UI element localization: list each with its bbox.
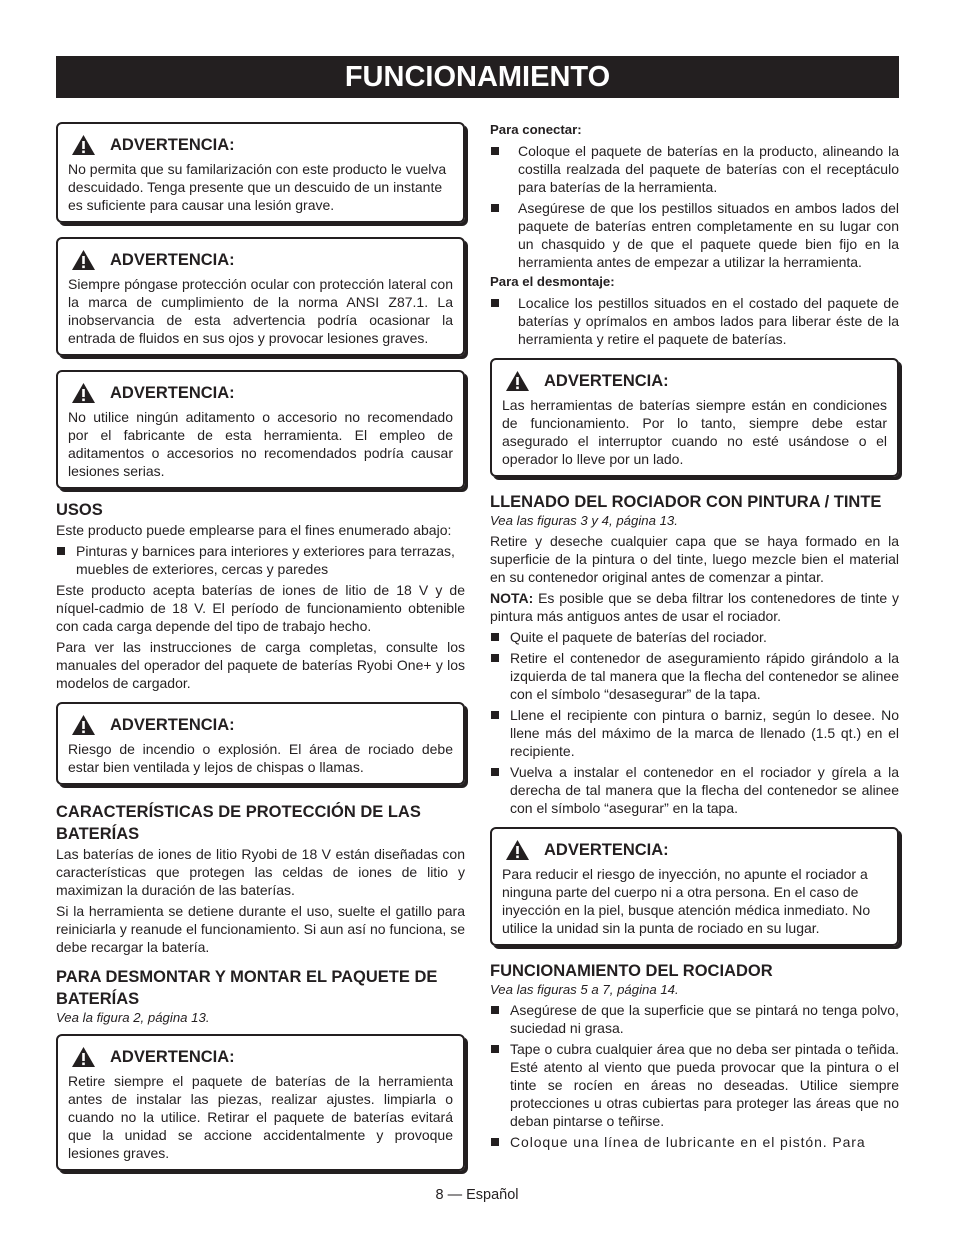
- warning-box: [490, 358, 899, 477]
- warning-text: No utilice ningún aditamento o accesorio no recomendado por el fabricante de esta herramienta. El empleo de aditamentos o accesorios no recomendados podría causar lesiones serias.: [68, 409, 453, 479]
- section-heading-desmontar: PARA DESMONTAR Y MONTAR EL PAQUETE DE BATERÍAS: [56, 968, 438, 1008]
- warning-triangle-icon: [71, 714, 96, 736]
- warning-triangle-icon: [505, 839, 530, 861]
- warning-text: Las herramientas de baterías siempre están en condiciones de funcionamiento. Por lo tanto, siempre debe estar asegurado el interruptor cuando no esté usándose o el operador lo lleve por un lado.: [502, 397, 887, 467]
- warning-title: ADVERTENCIA:: [110, 715, 235, 734]
- paragraph: Este producto acepta baterías de iones de litio de 18 V y de níquel-cadmio de 18 V. El período de funcionamiento obtenible con cada carga depende del tipo de trabajo hecho.: [56, 582, 465, 634]
- paragraph: Este producto puede emplearse para el fines enumerado abajo:: [56, 522, 452, 538]
- warning-header: [502, 366, 887, 396]
- list-item: Llene el recipiente con pintura o barniz, según lo desee. No llene más del máximo de la marca de llenado (1.5 qt.) en el recipiente.: [490, 706, 899, 760]
- bullet-list: [490, 628, 899, 817]
- subheading-desmontaje: Para el desmontaje:: [490, 274, 615, 289]
- warning-header: [502, 835, 887, 865]
- warning-header: [68, 245, 453, 275]
- warning-box: [490, 827, 899, 946]
- subheading-conectar: Para conectar:: [490, 122, 582, 137]
- warning-title: ADVERTENCIA:: [110, 250, 235, 269]
- note-paragraph: [490, 589, 899, 625]
- figure-reference: Vea las figuras 5 a 7, página 14.: [490, 982, 679, 997]
- note-label: NOTA:: [490, 590, 534, 606]
- warning-box: [56, 1034, 465, 1171]
- list-item: Retire el contenedor de aseguramiento rápido girándolo a la izquierda de tal manera que la flecha del contenedor se alinee con el símbolo “desasegurar” de la tapa.: [490, 649, 899, 703]
- list-item: Asegúrese de que los pestillos situados en ambos lados del paquete de baterías entren completamente en su lugar con un chasquido y de que el paquete quede bien fijo en la herramienta antes de empezar a utilizar la herramienta.: [490, 199, 899, 271]
- figure-reference: Vea las figuras 3 y 4, página 13.: [490, 513, 678, 528]
- warning-title: ADVERTENCIA:: [110, 135, 235, 154]
- warning-text: Riesgo de incendio o explosión. El área de rociado debe estar bien ventilada y lejos de chispas o llamas.: [68, 741, 453, 775]
- list-item: Quite el paquete de baterías del rociador.: [490, 628, 899, 646]
- warning-text: Siempre póngase protección ocular con protección lateral con la marca de cumplimiento de la norma ANSI Z87.1. La inobservancia de esta advertencia podría ocasionar la entrada de fluidos en sus ojos y provocar lesiones graves.: [68, 276, 453, 346]
- section-heading-usos: USOS: [56, 501, 103, 519]
- section-heading-llenado: LLENADO DEL ROCIADOR CON PINTURA / TINTE: [490, 493, 882, 511]
- bullet-list: [56, 542, 465, 578]
- list-item: Pinturas y barnices para interiores y exteriores para terrazas, muebles de exteriores, cercas y paredes: [56, 542, 465, 578]
- bullet-list: [490, 1001, 899, 1151]
- paragraph: Las baterías de iones de litio Ryobi de 18 V están diseñadas con características que protegen las celdas de iones de litio y maximizan la duración de las baterías.: [56, 846, 465, 898]
- list-item: Coloque el paquete de baterías en la producto, alineando la costilla realzada del paquete de baterías con el receptáculo para baterías de la herramienta.: [490, 142, 899, 196]
- list-item: Coloque una línea de lubricante en el pistón. Para: [490, 1133, 899, 1151]
- warning-box: [56, 237, 465, 356]
- warning-triangle-icon: [71, 249, 96, 271]
- warning-text: Para reducir el riesgo de inyección, no apunte el rociador a ninguna parte del cuerpo ni a otra persona. En el caso de inyección en la piel, busque atención médica inmediato. No utilice la unidad sin la punta de rociado en su lugar.: [502, 866, 871, 936]
- warning-triangle-icon: [71, 382, 96, 404]
- bullet-list: [490, 294, 899, 348]
- paragraph: Para ver las instrucciones de carga completas, consulte los manuales del operador del paquete de baterías Ryobi One+ y los modelos de cargador.: [56, 639, 465, 691]
- warning-title: ADVERTENCIA:: [544, 840, 669, 859]
- left-column: [56, 122, 465, 1185]
- warning-title: ADVERTENCIA:: [110, 383, 235, 402]
- note-text: Es posible que se deba filtrar los contenedores de tinte y pintura más antiguos antes de usar el rociador.: [490, 590, 899, 624]
- list-item: Tape o cubra cualquier área que no deba ser pintada o teñida. Esté atento al viento que pueda provocar que la pintura o el tinte se rocíen en áreas no deseadas. Utilice siempre protecciones u otras cubiertas para proteger las áreas que no deban pintarse o teñirse.: [490, 1040, 899, 1130]
- list-item: Vuelva a instalar el contenedor en el rociador y gírela a la derecha de tal manera que la flecha del contenedor se alinee con el símbolo “asegurar” en la tapa.: [490, 763, 899, 817]
- list-item: Asegúrese de que la superficie que se pintará no tenga polvo, suciedad ni grasa.: [490, 1001, 899, 1037]
- warning-box: [56, 702, 465, 785]
- figure-reference: Vea la figura 2, página 13.: [56, 1010, 210, 1025]
- warning-header: [68, 710, 453, 740]
- warning-header: [68, 1042, 453, 1072]
- page-footer: 8 — Español: [435, 1187, 519, 1203]
- warning-header: [68, 378, 453, 408]
- list-item: Localice los pestillos situados en el costado del paquete de baterías y oprímalos en ambos lados para liberar éste de la herramienta y retire el paquete de baterías.: [490, 294, 899, 348]
- warning-text: Retire siempre el paquete de baterías de la herramienta antes de instalar las piezas, realizar ajustes. limpiarla o cuando no la utilice. Retirar el paquete de baterías evitará que la unidad se accione accidentalmente y provoque lesiones graves.: [68, 1073, 453, 1161]
- right-column: [490, 122, 899, 1154]
- warning-box: [56, 370, 465, 489]
- warning-triangle-icon: [71, 134, 96, 156]
- section-heading-rociador: FUNCIONAMIENTO DEL ROCIADOR: [490, 962, 773, 980]
- section-heading-caracteristicas: CARACTERÍSTICAS DE PROTECCIÓN DE LAS BATERÍAS: [56, 803, 421, 843]
- bullet-list: [490, 142, 899, 271]
- warning-header: [68, 130, 453, 160]
- warning-title: ADVERTENCIA:: [544, 371, 669, 390]
- warning-triangle-icon: [71, 1046, 96, 1068]
- warning-triangle-icon: [505, 370, 530, 392]
- warning-text: No permita que su familarización con este producto le vuelva descuidado. Tenga presente que un descuido de un instante es suficiente para causar una lesión grave.: [68, 161, 447, 213]
- warning-title: ADVERTENCIA:: [110, 1047, 235, 1066]
- paragraph: Si la herramienta se detiene durante el uso, suelte el gatillo para reiniciarla y reanude el funcionamiento. Si aun así no funciona, se debe recargar la batería.: [56, 903, 465, 955]
- paragraph: Retire y deseche cualquier capa que se haya formado en la superficie de la pintura o del tinte, luego mezcle bien el material en su contenedor original antes de comenzar a pintar.: [490, 533, 899, 585]
- warning-box: [56, 122, 465, 223]
- page-title: FUNCIONAMIENTO: [56, 56, 899, 98]
